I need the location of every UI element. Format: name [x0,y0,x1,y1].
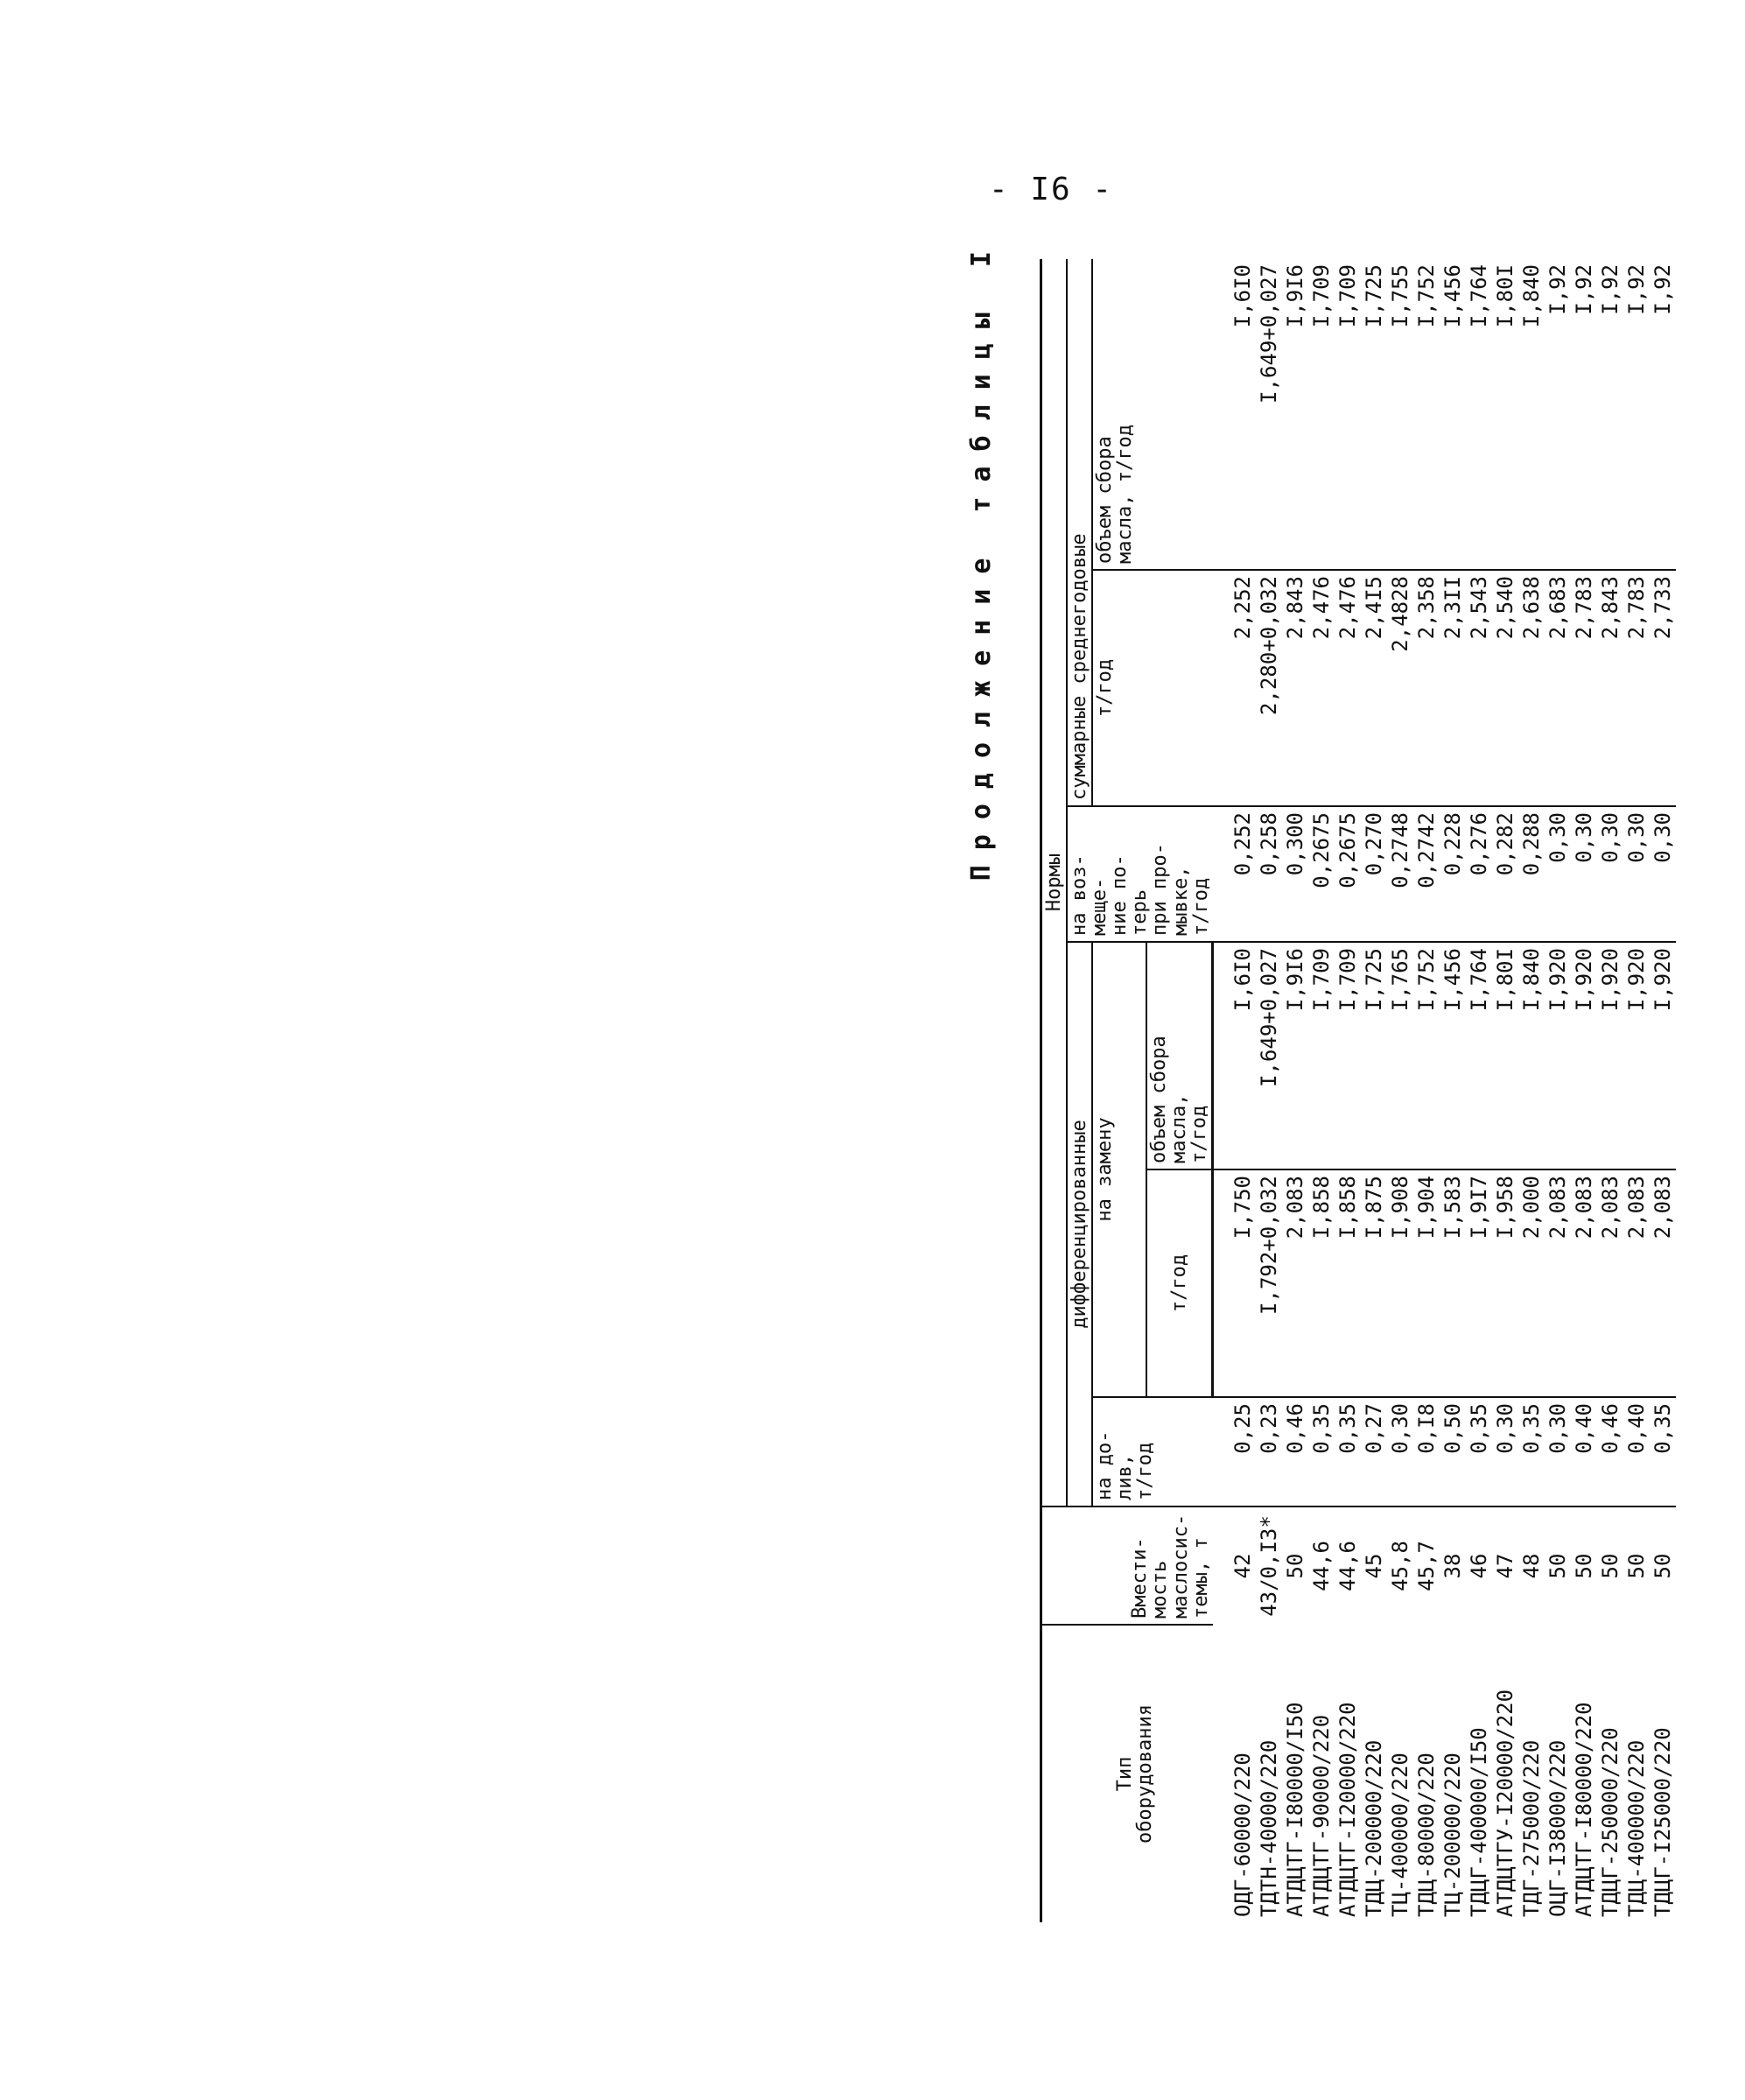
table-row [1545,259,1571,1922]
table-row [1256,259,1282,1922]
cell-repl-collect: I,456 [1440,942,1466,1169]
cell-total-collect: I,725 [1361,259,1387,570]
cell-topup: 0,30 [1492,1397,1518,1507]
page-number: - I6 - [989,172,1114,207]
cell-repl-collect: I,765 [1387,942,1413,1169]
table-body [1213,259,1677,1922]
cell-type: АТДЦТГ-I80000/220 [1572,1702,1597,1917]
cell-repl-collect: I,920 [1597,942,1623,1169]
cell-repl: I,583 [1440,1169,1466,1397]
header-total-tyear: т/год [1092,570,1213,806]
cell-total: 2,540 [1492,570,1518,806]
cell-topup: 0,30 [1545,1397,1571,1507]
cell-type: ТДЦГ-I25000/220 [1650,1727,1676,1917]
cell-capacity: 50 [1545,1553,1571,1579]
cell-repl: I,792+0,032 [1256,1169,1282,1397]
cell-total: 2,783 [1623,570,1650,806]
cell-total: 2,683 [1545,570,1571,806]
cell-total-collect: I,752 [1413,259,1440,570]
cell-flush: 0,252 [1213,806,1257,942]
cell-total-collect: I,649+0,027 [1256,259,1282,570]
cell-total: 2,476 [1335,570,1361,806]
cell-topup: 0,35 [1466,1397,1492,1507]
cell-capacity: 44,6 [1335,1541,1361,1591]
cell-total: 2,843 [1282,570,1308,806]
cell-capacity: 43/0,I3* [1257,1515,1282,1617]
table-row [1466,259,1492,1922]
cell-topup: 0,40 [1623,1397,1650,1507]
header-flush-loss: на воз- меще- ние по- терь при про- мывке, т/год [1067,806,1213,942]
cell-repl-collect: I,752 [1413,942,1440,1169]
cell-topup: 0,30 [1387,1397,1413,1507]
cell-total-collect: I,92 [1623,259,1650,570]
table-row [1413,259,1440,1922]
cell-type: АТДЦТГУ-I20000/220 [1493,1689,1518,1917]
table-row [1440,259,1466,1922]
norms-table [1042,259,1676,1922]
cell-capacity: 45,8 [1388,1541,1413,1591]
cell-type: ТДЦГ-250000/220 [1598,1727,1623,1917]
cell-total-collect: I,840 [1518,259,1545,570]
table-row [1308,259,1335,1922]
cell-flush: 0,276 [1466,806,1492,942]
cell-flush: 0,30 [1623,806,1650,942]
cell-flush: 0,282 [1492,806,1518,942]
cell-topup: 0,23 [1256,1397,1282,1507]
header-replacement-tyear: т/год [1146,1169,1213,1397]
cell-repl-collect: I,709 [1308,942,1335,1169]
cell-flush: 0,228 [1440,806,1466,942]
cell-capacity: 46 [1467,1553,1492,1579]
cell-repl-collect: I,764 [1466,942,1492,1169]
cell-capacity: 45,7 [1414,1541,1440,1591]
cell-capacity: 42 [1230,1553,1255,1579]
cell-total-collect: I,92 [1597,259,1623,570]
cell-total: 2,280+0,032 [1256,570,1282,806]
cell-topup: 0,35 [1650,1397,1676,1507]
cell-capacity: 50 [1572,1553,1597,1579]
header-replacement: на замену [1092,942,1146,1397]
cell-topup: 0,35 [1335,1397,1361,1507]
cell-total-collect: I,92 [1571,259,1597,570]
cell-type: АТДЦТГ-I20000/220 [1335,1702,1361,1917]
table-row [1597,259,1623,1922]
cell-topup: 0,40 [1571,1397,1597,1507]
cell-topup: 0,35 [1518,1397,1545,1507]
cell-capacity: 50 [1624,1553,1650,1579]
cell-total: 2,843 [1597,570,1623,806]
cell-total-collect: I,456 [1440,259,1466,570]
cell-flush: 0,30 [1571,806,1597,942]
cell-total: 2,543 [1466,570,1492,806]
cell-repl: I,908 [1387,1169,1413,1397]
cell-capacity: 48 [1519,1553,1545,1579]
cell-repl-collect: I,920 [1545,942,1571,1169]
cell-capacity: 50 [1283,1553,1308,1579]
cell-repl: I,750 [1213,1169,1257,1397]
header-topup: на до- лив, т/год [1092,1397,1213,1507]
cell-type: ТДТН-40000/220 [1257,1739,1282,1917]
table-row [1282,259,1308,1922]
cell-total: 2,476 [1308,570,1335,806]
cell-repl: I,904 [1413,1169,1440,1397]
header-total: суммарные среднегодовые [1067,259,1092,806]
cell-repl-collect: I,840 [1518,942,1545,1169]
cell-total-collect: I,92 [1650,259,1676,570]
cell-total: 2,733 [1650,570,1676,806]
cell-repl: I,858 [1335,1169,1361,1397]
cell-repl-collect: I,80I [1492,942,1518,1169]
cell-type: ТДЦ-200000/220 [1362,1739,1387,1917]
cell-total: 2,358 [1413,570,1440,806]
cell-total-collect: I,92 [1545,259,1571,570]
cell-repl-collect: I,725 [1361,942,1387,1169]
cell-total: 2,638 [1518,570,1545,806]
cell-topup: 0,46 [1282,1397,1308,1507]
cell-type: ТДЦ-400000/220 [1624,1739,1650,1917]
cell-flush: 0,2742 [1413,806,1440,942]
cell-flush: 0,2675 [1335,806,1361,942]
table-row [1571,259,1597,1922]
cell-capacity: 50 [1598,1553,1623,1579]
table-row [1335,259,1361,1922]
table-row [1213,259,1257,1922]
cell-type: ТДЦГ-400000/I50 [1467,1727,1492,1917]
cell-topup: 0,50 [1440,1397,1466,1507]
cell-topup: 0,25 [1213,1397,1257,1507]
cell-repl: 2,083 [1282,1169,1308,1397]
cell-type: ОЦГ-I38000/220 [1545,1739,1571,1917]
rotated-table-page [966,236,1676,1961]
cell-total-collect: I,755 [1387,259,1413,570]
table-row [1650,259,1676,1922]
cell-total-collect: I,9I6 [1282,259,1308,570]
cell-capacity: 44,6 [1309,1541,1335,1591]
cell-total-collect: I,764 [1466,259,1492,570]
cell-flush: 0,2748 [1387,806,1413,942]
header-differentiated: дифференцированные [1067,942,1092,1507]
cell-type: АТДЦТГ-I80000/I50 [1283,1702,1308,1917]
cell-flush: 0,30 [1650,806,1676,942]
cell-type: ТЦ-200000/220 [1440,1752,1466,1917]
cell-flush: 0,2675 [1308,806,1335,942]
cell-topup: 0,35 [1308,1397,1335,1507]
cell-type: ТДГ-275000/220 [1519,1739,1545,1917]
cell-flush: 0,300 [1282,806,1308,942]
cell-topup: 0,I8 [1413,1397,1440,1507]
table-caption: Продолжение таблицы I [966,236,997,881]
cell-topup: 0,27 [1361,1397,1387,1507]
cell-type: АТДЦТГ-90000/220 [1309,1714,1335,1917]
cell-capacity: 45 [1362,1553,1387,1579]
cell-repl: 2,000 [1518,1169,1545,1397]
table-container [1040,259,1676,1922]
cell-repl-collect: I,6I0 [1213,942,1257,1169]
header-total-collect: объем сбора масла, т/год [1092,259,1213,570]
cell-repl-collect: I,920 [1571,942,1597,1169]
cell-flush: 0,30 [1545,806,1571,942]
header-norms: Нормы [1042,259,1067,1507]
cell-repl: I,958 [1492,1169,1518,1397]
cell-flush: 0,288 [1518,806,1545,942]
cell-repl: I,858 [1308,1169,1335,1397]
header-replacement-collect: объем сбора масла, т/год [1146,942,1213,1169]
cell-total-collect: I,6I0 [1213,259,1257,570]
header-capacity: Вмести- мость маслосис- темы, т [1042,1507,1213,1625]
cell-flush: 0,258 [1256,806,1282,942]
cell-repl-collect: I,9I6 [1282,942,1308,1169]
cell-repl: 2,083 [1571,1169,1597,1397]
table-row [1518,259,1545,1922]
cell-topup: 0,46 [1597,1397,1623,1507]
header-type: Тип оборудования [1114,1704,1157,1844]
cell-total-collect: I,80I [1492,259,1518,570]
cell-capacity: 47 [1493,1553,1518,1579]
table-row [1492,259,1518,1922]
cell-capacity: 50 [1650,1553,1676,1579]
cell-type: ТЦ-400000/220 [1388,1752,1413,1917]
cell-repl: 2,083 [1545,1169,1571,1397]
cell-total-collect: I,709 [1335,259,1361,570]
table-row [1623,259,1650,1922]
cell-repl-collect: I,920 [1623,942,1650,1169]
cell-capacity: 38 [1440,1553,1466,1579]
cell-repl: I,875 [1361,1169,1387,1397]
cell-total: 2,4828 [1387,570,1413,806]
cell-repl: 2,083 [1650,1169,1676,1397]
cell-total: 2,252 [1213,570,1257,806]
cell-type: ОДГ-60000/220 [1230,1752,1255,1917]
cell-total: 2,783 [1571,570,1597,806]
cell-type: ТДЦ-80000/220 [1414,1752,1440,1917]
cell-repl-collect: I,709 [1335,942,1361,1169]
table-row [1361,259,1387,1922]
table-row [1387,259,1413,1922]
cell-total: 2,4I5 [1361,570,1387,806]
cell-total: 2,3II [1440,570,1466,806]
cell-flush: 0,30 [1597,806,1623,942]
cell-flush: 0,270 [1361,806,1387,942]
cell-total-collect: I,709 [1308,259,1335,570]
cell-repl-collect: I,920 [1650,942,1676,1169]
cell-repl: 2,083 [1597,1169,1623,1397]
cell-repl-collect: I,649+0,027 [1256,942,1282,1169]
cell-repl: I,9I7 [1466,1169,1492,1397]
cell-repl: 2,083 [1623,1169,1650,1397]
